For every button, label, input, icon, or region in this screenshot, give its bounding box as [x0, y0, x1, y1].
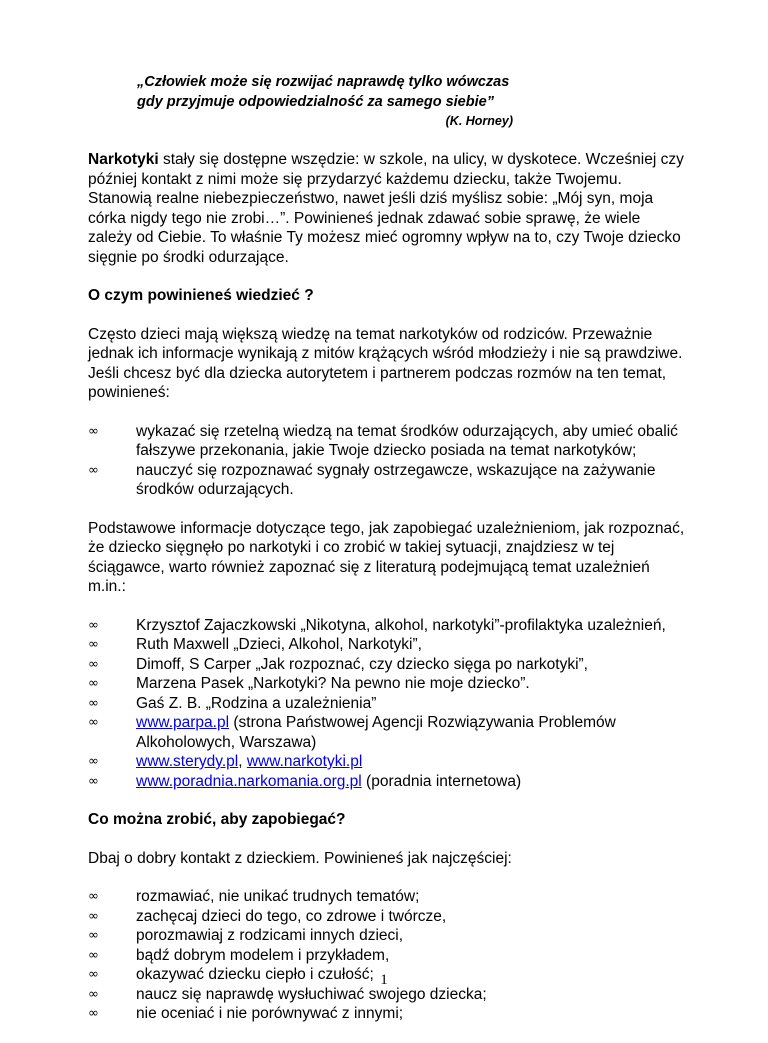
poradnia-link[interactable]: www.poradnia.narkomania.org.pl [136, 772, 362, 790]
bullet-icon: ∞ [88, 617, 99, 633]
list-item: ∞ Ruth Maxwell „Dzieci, Alkohol, Narkotyki”, [88, 636, 422, 653]
bullet-icon: ∞ [88, 695, 99, 711]
list-item: ∞ zachęcaj dzieci do tego, co zdrowe i twórcze, [88, 907, 447, 925]
bullet-icon: ∞ [88, 715, 99, 730]
section-heading-knowledge: O czym powinieneś wiedzieć ? [88, 287, 314, 304]
bullet-icon: ∞ [88, 656, 99, 672]
narkotyki-link[interactable]: www.narkotyki.pl [246, 753, 363, 770]
list-item [88, 713, 688, 752]
bullet-icon: ∞ [88, 1006, 99, 1021]
list-item: ∞ Marzena Pasek „Narkotyki? Na pewno nie moje dziecko”. [88, 675, 530, 692]
quote-line-1: „Człowiek może się rozwijać naprawdę tylko wówczas [137, 74, 510, 90]
sterydy-link[interactable]: www.sterydy.pl [136, 753, 239, 770]
list-item: ∞ nauczyć się rozpoznawać sygnały ostrzegawcze, wskazujące na zażywanie środków odurzających. [88, 461, 656, 498]
document-body [88, 150, 688, 1043]
bullet-icon: ∞ [88, 773, 99, 789]
bullet-icon: ∞ [88, 908, 99, 924]
knowledge-bullet-list [88, 422, 688, 500]
bullet-icon: ∞ [88, 967, 99, 982]
intro-paragraph [88, 150, 688, 267]
literature-list [88, 616, 688, 792]
bullet-icon: ∞ [88, 637, 99, 652]
list-item [88, 772, 688, 792]
bullet-icon: ∞ [88, 986, 99, 1002]
list-item: ∞ wykazać się rzetelną wiedzą na temat środków odurzających, aby umieć obalić fałszywe przekonania, jakie Twoje dziecko posiada na temat narkotyków; [88, 422, 678, 459]
page-number: 1 [380, 972, 388, 988]
quote-line-2: gdy przyjmuje odpowiedzialność za samego siebie” [137, 94, 494, 110]
bullet-icon: ∞ [88, 928, 99, 943]
bullet-icon: ∞ [88, 676, 99, 691]
list-item: ∞ bądź dobrym modelem i przykładem, [88, 946, 390, 964]
parpa-description: (strona Państwowej Agencji Rozwiązywania Problemów Alkoholowych, Warszawa) [136, 714, 616, 751]
bullet-icon: ∞ [88, 754, 99, 769]
intro-text: stały się dostępne wszędzie: w szkole, na ulicy, w dyskotece. Wcześniej czy później kontakt z nimi może się przydarzyć każdemu dziecku, także Twojemu. Stanowią realne niebezpieczeństwo, nawet jeśli dziś myślisz sobie: „Mój syn, moja córka nigdy tego nie zrobi…”. Powinieneś jednak zdawać sobie sprawę, że wiele zależy od Ciebie. To właśnie Ty możesz mieć ogromny wpływ na to, czy Twoje dziecko sięgnie po środki odurzające. [88, 151, 684, 266]
knowledge-paragraph: Często dzieci mają większą wiedzę na temat narkotyków od rodziców. Przeważnie jednak ich informacje wynikają z mitów krążących wśród młodzieży i nie są prawdziwe. Jeśli chcesz być dla dziecka autorytetem i partnerem podczas rozmów na ten temat, powinieneś: [88, 325, 683, 401]
list-item: ∞ naucz się naprawdę wysłuchiwać swojego dziecka; [88, 985, 487, 1003]
bullet-icon: ∞ [88, 947, 99, 963]
intro-bold-word: Narkotyki [88, 151, 159, 168]
list-item: ∞ nie oceniać i nie porównywać z innymi; [88, 1005, 404, 1022]
bullet-icon: ∞ [88, 462, 99, 478]
list-item: ∞ okazywać dziecku ciepło i czułość; [88, 966, 374, 983]
quote-author: (K. Horney) [445, 114, 513, 128]
parpa-link[interactable]: www.parpa.pl [136, 714, 230, 731]
poradnia-description: (poradnia internetowa) [361, 772, 522, 790]
bullet-icon: ∞ [88, 889, 99, 904]
bullet-icon: ∞ [88, 423, 99, 439]
list-item: ∞ www.sterydy.pl, www.narkotyki.pl [88, 753, 363, 770]
epigraph-quote [137, 72, 509, 112]
prevention-bullet-list [88, 887, 688, 1024]
section-heading-prevention: Co można zrobić, aby zapobiegać? [88, 811, 346, 828]
literature-intro-paragraph: Podstawowe informacje dotyczące tego, jak zapobiegać uzależnieniom, jak rozpoznać, że dziecko sięgnęło po narkotyki i co zrobić w takiej sytuacji, znajdziesz w tej ściągawce, warto również zapoznać się z literaturą podejmującą temat uzależnień m.in.: [88, 519, 685, 595]
prevention-paragraph: Dbaj o dobry kontakt z dzieckiem. Powinieneś jak najczęściej: [88, 849, 512, 867]
list-item: ∞ Krzysztof Zajaczkowski „Nikotyna, alkohol, narkotyki”-profilaktyka uzależnień, [88, 616, 666, 634]
list-item: ∞ porozmawiaj z rodzicami innych dzieci, [88, 927, 404, 944]
list-item: ∞ Gaś Z. B. „Rodzina a uzależnienia” [88, 694, 377, 712]
list-item: ∞ Dimoff, S Carper „Jak rozpoznać, czy dziecko sięga po narkotyki”, [88, 655, 588, 673]
list-item: ∞ rozmawiać, nie unikać trudnych tematów; [88, 888, 420, 905]
